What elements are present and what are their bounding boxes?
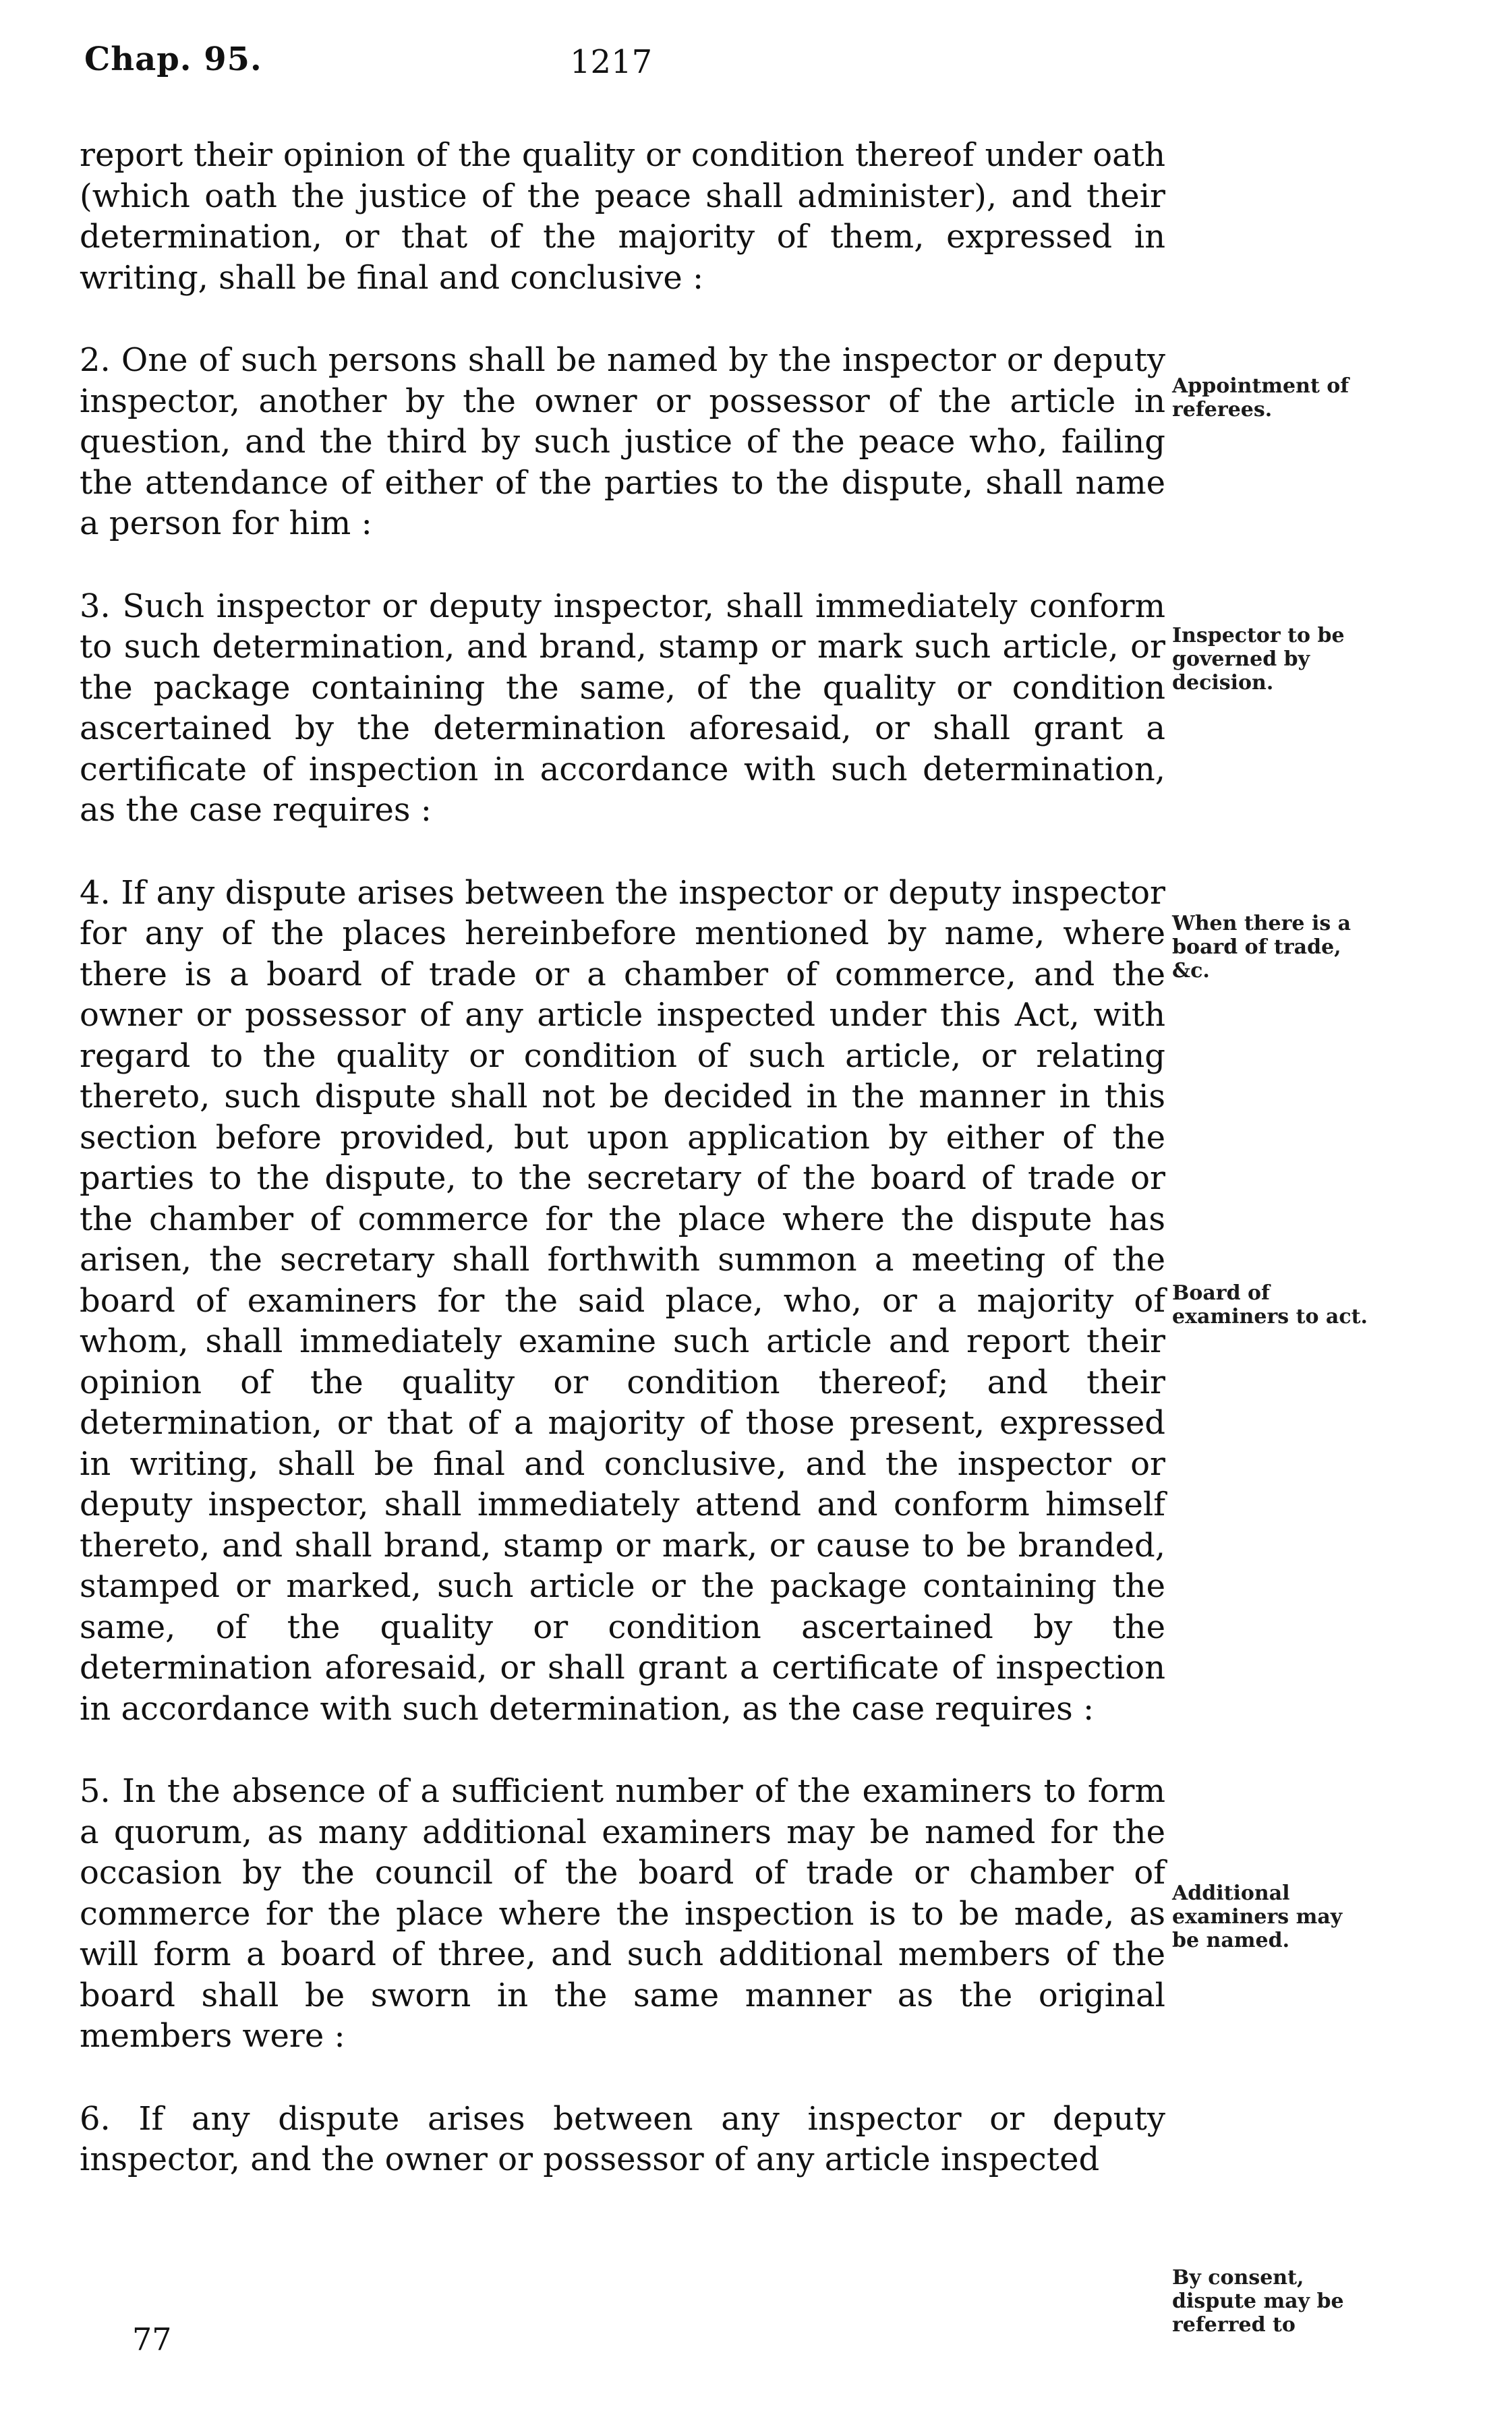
paragraph-number: 4.: [80, 873, 111, 912]
page-number: 1217: [570, 43, 653, 81]
side-note-appointment: Appointment of referees.: [1172, 374, 1349, 421]
side-note-additional-examiners: Additional examiners may be named.: [1172, 1882, 1343, 1952]
paragraph-number: 2.: [80, 341, 111, 379]
chapter-heading: Chap. 95.: [84, 40, 262, 78]
paragraph-text: One of such persons shall be named by the inspector or deputy inspector, another by the owner or possessor of the article in question, and the third by such justice of the peace who, failing the attendance of either of the parties to the dispute, shall name a person for him :: [80, 341, 1165, 542]
paragraph-text: report their opinion of the quality or condition thereof under oath (which oath the justice of the peace shall administer), and their determination, or that of the majority of them, expressed in writing, shall be final and conclusive :: [80, 136, 1165, 297]
side-note-by-consent: By consent, dispute may be referred to: [1172, 2266, 1344, 2337]
side-note-board-of-trade: When there is a board of trade, &c.: [1172, 912, 1351, 983]
paragraph-number: 3.: [80, 587, 111, 625]
paragraph-text: Such inspector or deputy inspector, shall immediately conform to such determination, and brand, stamp or mark such article, or the package containing the same, of the quality or condition ascertained by the determination aforesaid, or shall grant a certificate of inspection in accordance with such determination, as the case requires :: [80, 587, 1165, 829]
paragraph-text: If any dispute arises between the inspector or deputy inspector for any of the places hereinbefore mentioned by name, where there is a board of trade or a chamber of commerce, and the owner or possessor of any article inspected under this Act, with regard to the quality or condition of such article, or relating thereto, such dispute shall not be decided in the manner in this section before provided, but upon application by either of the parties to the dispute, to the secretary of the board of trade or the chamber of commerce for the place where the dispute has arisen, the secretary shall forthwith summon a meeting of the board of examiners for the said place, who, or a majority of whom, shall immediately examine such article and report their opinion of the quality or condition thereof; and their determination, or that of a majority of those present, expressed in writing, shall be final and conclusive, and the inspector or deputy inspector, shall immediately attend and conform himself thereto, and shall brand, stamp or mark, or cause to be branded, stamped or marked, such article or the package containing the same, of the quality or condition ascertained by the determination aforesaid, or shall grant a certificate of inspection in accordance with such determination, as the case requires :: [80, 873, 1165, 1728]
side-note-inspector: Inspector to be governed by decision.: [1172, 624, 1345, 695]
side-note-board-of-examiners: Board of examiners to act.: [1172, 1281, 1368, 1329]
paragraph-text: If any dispute arises between any inspector or deputy inspector, and the owner or possessor of any article inspected: [80, 2099, 1165, 2178]
paragraph-number: 6.: [80, 2099, 111, 2138]
paragraph-text: In the absence of a sufficient number of the examiners to form a quorum, as many additional examiners may be named for the occasion by the council of the board of trade or chamber of commerce for the place where the inspection is to be made, as will form a board of three, and such additional members of the board shall be sworn in the same manner as the original members were :: [80, 1772, 1165, 2055]
signature-mark: 77: [132, 2321, 172, 2358]
paragraph-number: 5.: [80, 1772, 111, 1810]
